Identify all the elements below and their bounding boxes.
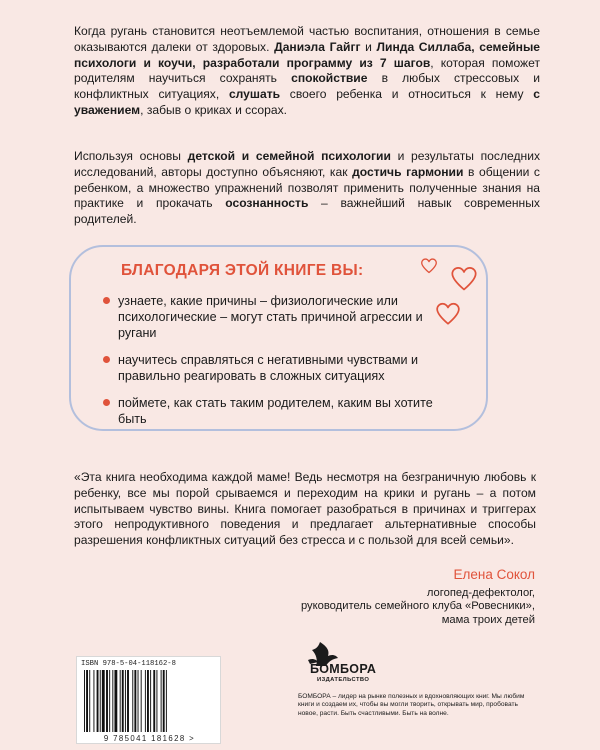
benefits-title: БЛАГОДАРЯ ЭТОЙ КНИГЕ ВЫ: [121, 262, 364, 279]
isbn-label: ISBN 978-5-04-118162-8 [81, 660, 176, 668]
benefit-item: научитесь справляться с негативными чувствами и правильно реагировать в сложных ситуациях [118, 353, 419, 384]
isbn-digits: 9 785041 181628 > [103, 734, 196, 743]
bold-text: спокойствие [291, 71, 368, 86]
heart-icon [450, 266, 478, 292]
text-run: Используя основы [74, 149, 188, 163]
bold-text: детской и семейной психологии [187, 149, 391, 163]
bold-text: достичь гармонии [352, 164, 464, 179]
text-run: в общении с ребенком, а множество упражнений позволят применить полученные знания на практике и прокачать [74, 164, 540, 211]
bold-text: слушать [228, 87, 281, 102]
bold-text: Даниэла Гайгг [274, 39, 361, 54]
bullet-dot-icon [103, 399, 110, 406]
heart-icon [435, 302, 461, 326]
bullet-dot-icon [103, 297, 110, 304]
text-run: , забыв о криках и ссорах. [140, 102, 287, 117]
testimonial-author: Елена Сокол [453, 567, 535, 582]
author-role: мама троих детей [441, 614, 535, 626]
benefit-item: поймете, как стать таким родителем, каким вы хотите быть [118, 396, 433, 427]
heart-icon [420, 258, 438, 274]
intro-paragraph-1 [74, 24, 540, 119]
bold-text: осознанность [225, 196, 309, 211]
benefit-item: узнаете, какие причины – физиологические или психологические – могут стать причиной агрессии и ругани [118, 294, 423, 341]
author-role: руководитель семейного клуба «Ровесники», [300, 600, 535, 612]
intro-paragraph-2 [74, 149, 540, 228]
publisher-sub: ИЗДАТЕЛЬСТВО [317, 677, 370, 683]
text-run: Когда ругань становится неотъемлемой частью воспитания, отношения в семье оказываются далеки от здоровых. [74, 24, 540, 54]
bold-text: с уважением [74, 87, 540, 117]
publisher-tagline: БОМБОРА – лидер на рынке полезных и вдохновляющих книг. Мы любим книги и создаем их, чтобы вы могли творить, открывать мир, пробовать новое, расти. Быть счастливыми. Быть на волне. [298, 693, 525, 717]
text-run: своего ребенка и относиться к нему [280, 87, 534, 102]
text-run: и результаты последних исследований, авторы доступно объясняют, как [74, 149, 540, 179]
text-run: в любых стрессовых и конфликтных ситуациях, [74, 71, 541, 102]
text-run: – важнейший навык современных родителей. [74, 196, 540, 227]
barcode-icon [82, 670, 217, 732]
bold-text: Линда Силлаба, семейные психологи и коучи, разработали программу из 7 шагов [74, 39, 540, 70]
author-role: логопед-дефектолог, [426, 587, 535, 599]
isbn-barcode-block [76, 656, 221, 744]
text-run: и [360, 39, 377, 54]
text-run: , которая поможет родителям научиться сохранять [74, 55, 540, 86]
testimonial-quote: «Эта книга необходима каждой маме! Ведь несмотря на безграничную любовь к ребенку, все мы порой срываемся и переходим на крики и ругань – а потом испытываем чувство вины. Книга помогает разобраться в причинах и триггерах этого непродуктивного поведения и предлагает альтернативные способы разрешения конфликтных ситуаций без стресса и с пользой для всей семьи». [74, 470, 536, 548]
bullet-dot-icon [103, 356, 110, 363]
publisher-name: БОМБОРА [310, 662, 377, 676]
